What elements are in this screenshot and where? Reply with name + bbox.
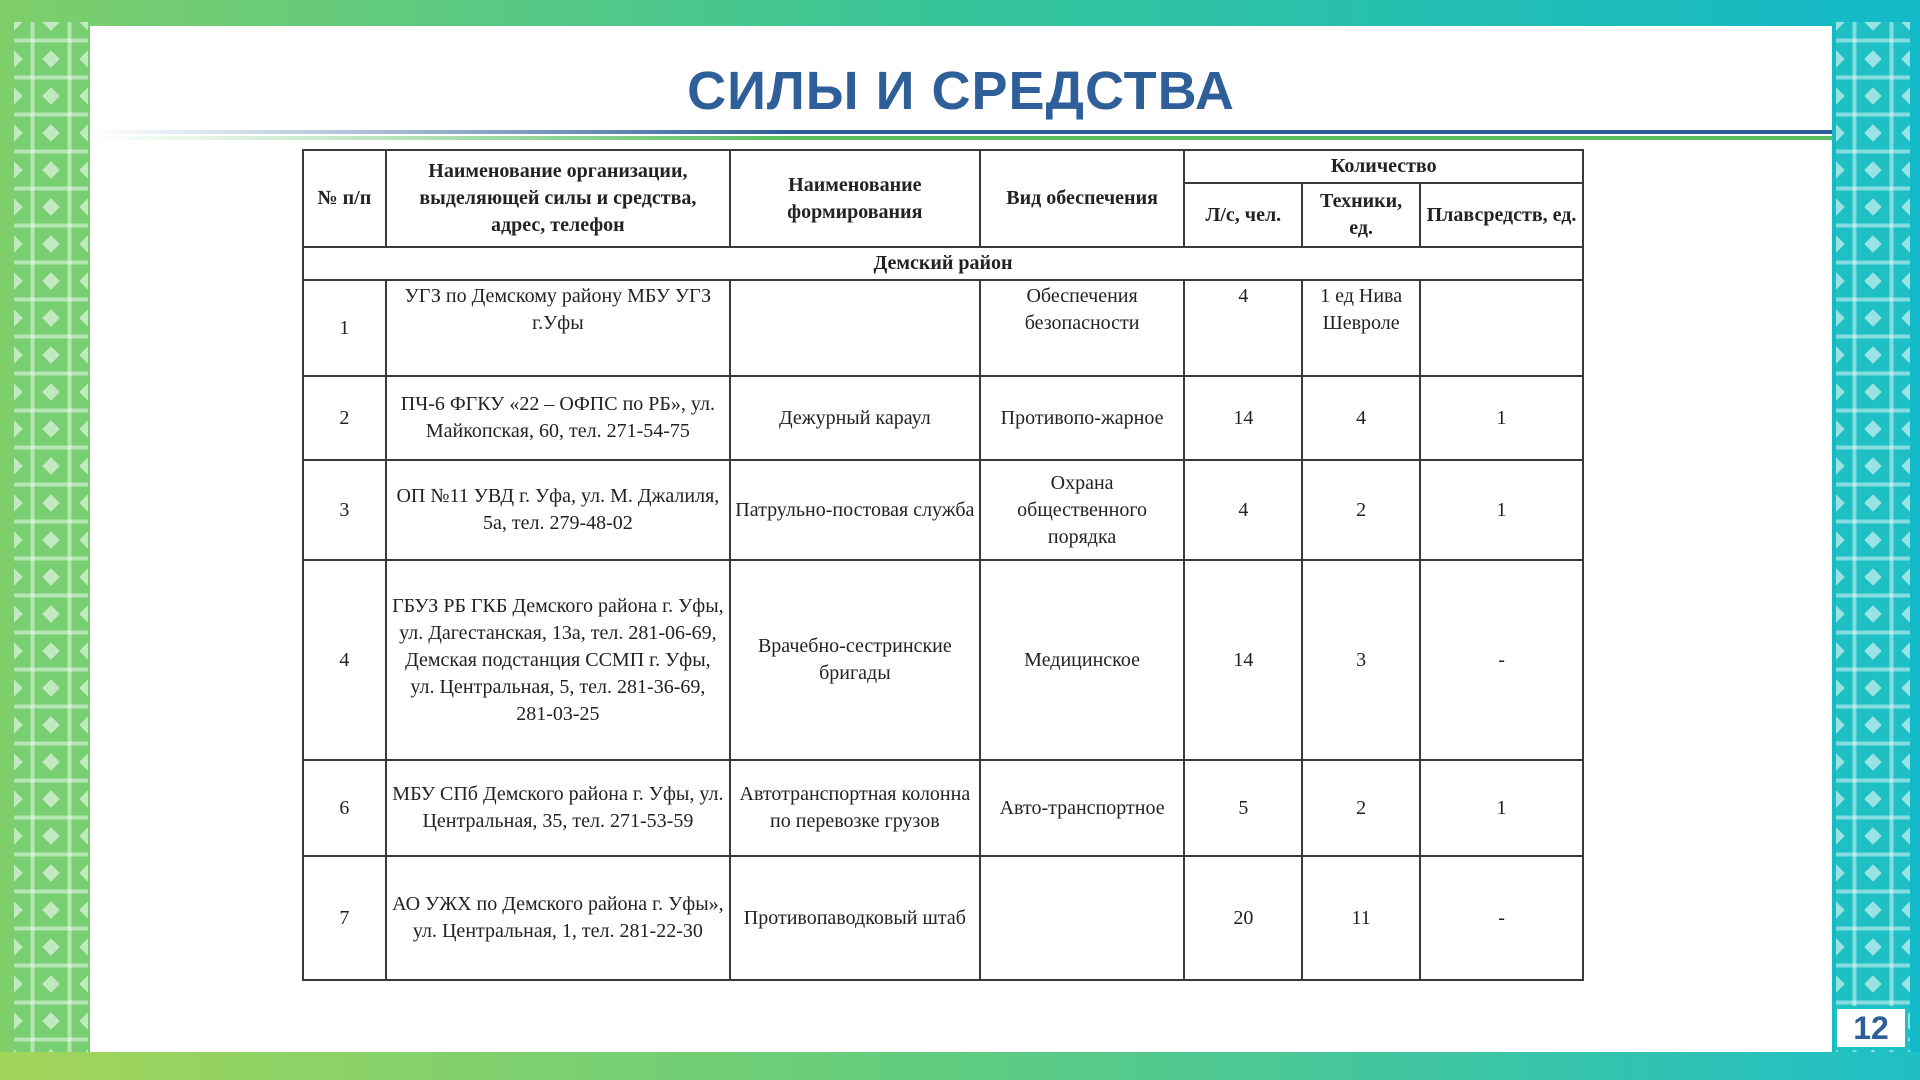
bottom-band: [0, 1052, 1920, 1080]
cell-num: 4: [303, 560, 386, 760]
table-row: [303, 856, 1583, 980]
forces-table: [302, 149, 1584, 981]
cell-formation: Врачебно-сестринские бригады: [730, 560, 980, 760]
cell-boats: 1: [1420, 760, 1583, 856]
cell-org: ОП №11 УВД г. Уфа, ул. М. Джалиля, 5а, тел. 279-48-02: [386, 460, 730, 560]
title-rule-green: [90, 136, 1832, 140]
slide-title: СИЛЫ И СРЕДСТВА: [687, 61, 1235, 121]
cell-org: ПЧ-6 ФГКУ «22 – ОФПС по РБ», ул. Майкопская, 60, тел. 271-54-75: [386, 376, 730, 460]
header-org: Наименование организации, выделяющей силы и средства, адрес, телефон: [386, 150, 730, 247]
cell-num: 3: [303, 460, 386, 560]
cell-support: [980, 856, 1185, 980]
cell-equipment: 2: [1302, 460, 1420, 560]
cell-staff: 4: [1184, 280, 1302, 376]
cell-equipment: 1 ед Нива Шевроле: [1302, 280, 1420, 376]
title-rule-blue: [90, 130, 1832, 134]
header-row: [303, 150, 1583, 183]
cell-boats: -: [1420, 560, 1583, 760]
cell-support: Противопо-жарное: [980, 376, 1185, 460]
header-quantity: Количество: [1184, 150, 1583, 183]
cell-formation: [730, 280, 980, 376]
cell-staff: 4: [1184, 460, 1302, 560]
header-support: Вид обеспечения: [980, 150, 1185, 247]
cell-formation: Противопаводковый штаб: [730, 856, 980, 980]
cell-org: УГЗ по Демскому району МБУ УГЗ г.Уфы: [386, 280, 730, 376]
cell-support: Медицинское: [980, 560, 1185, 760]
cell-staff: 14: [1184, 376, 1302, 460]
cell-staff: 5: [1184, 760, 1302, 856]
cell-org: МБУ СПб Демского района г. Уфы, ул. Центральная, 35, тел. 271-53-59: [386, 760, 730, 856]
cell-staff: 20: [1184, 856, 1302, 980]
cell-equipment: 11: [1302, 856, 1420, 980]
table-row: [303, 376, 1583, 460]
header-equipment: Техники, ед.: [1302, 183, 1420, 247]
cell-num: 7: [303, 856, 386, 980]
cell-equipment: 3: [1302, 560, 1420, 760]
page-number: 12: [1834, 1006, 1908, 1050]
header-boats: Плавсредств, ед.: [1420, 183, 1583, 247]
cell-num: 6: [303, 760, 386, 856]
table-row: [303, 560, 1583, 760]
cell-support: Авто-транспортное: [980, 760, 1185, 856]
cell-org: АО УЖХ по Демского района г. Уфы», ул. Центральная, 1, тел. 281-22-30: [386, 856, 730, 980]
cell-equipment: 4: [1302, 376, 1420, 460]
header-formation: Наименование формирования: [730, 150, 980, 247]
cell-formation: Автотранспортная колонна по перевозке грузов: [730, 760, 980, 856]
cell-boats: 1: [1420, 460, 1583, 560]
cell-formation: Дежурный караул: [730, 376, 980, 460]
table-row: [303, 280, 1583, 376]
cell-org: ГБУЗ РБ ГКБ Демского района г. Уфы, ул. Дагестанская, 13а, тел. 281-06-69, Демская подстанция ССМП г. Уфы, ул. Центральная, 5, тел. 281-36-69, 281-03-25: [386, 560, 730, 760]
cell-boats: -: [1420, 856, 1583, 980]
left-ornament: [14, 22, 88, 1052]
cell-boats: [1420, 280, 1583, 376]
cell-num: 1: [303, 280, 386, 376]
table-row: [303, 460, 1583, 560]
cell-staff: 14: [1184, 560, 1302, 760]
header-staff: Л/с, чел.: [1184, 183, 1302, 247]
cell-support: Обеспечения безопасности: [980, 280, 1185, 376]
right-ornament: [1836, 22, 1910, 1052]
section-row: [303, 247, 1583, 280]
cell-boats: 1: [1420, 376, 1583, 460]
cell-num: 2: [303, 376, 386, 460]
cell-formation: Патрульно-постовая служба: [730, 460, 980, 560]
table-row: [303, 760, 1583, 856]
section-label: Демский район: [303, 247, 1583, 280]
header-num: № п/п: [303, 150, 386, 247]
cell-support: Охрана общественного порядка: [980, 460, 1185, 560]
cell-equipment: 2: [1302, 760, 1420, 856]
